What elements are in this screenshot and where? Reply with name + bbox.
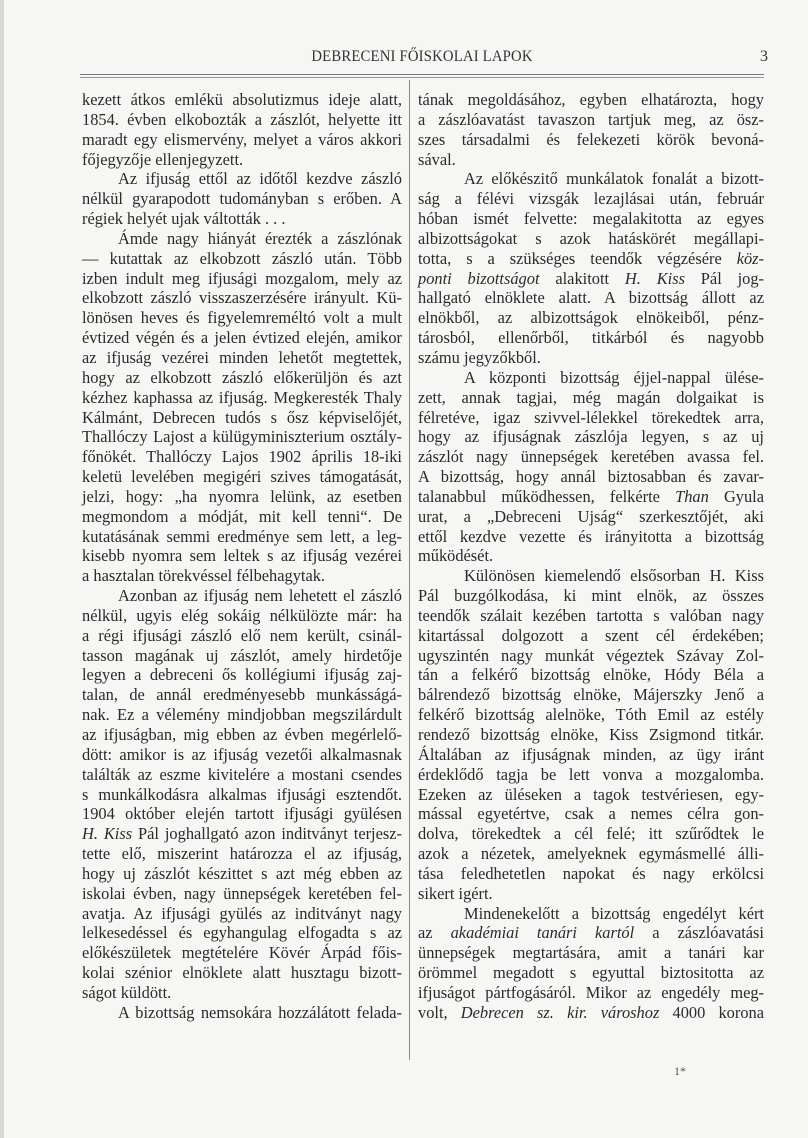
text-line — [82, 427, 402, 447]
text-line — [82, 586, 402, 606]
text-run: keletü levelében megigéri szives támogatását, — [82, 467, 402, 487]
text-run: felkérő bizottság alelnöke, Tóth Emil az estély — [418, 705, 764, 725]
text-run: Pál jog- — [684, 268, 765, 288]
text-run: sával. — [418, 149, 456, 169]
italic-text: akadémiai tanári kartól — [450, 923, 635, 943]
text-line — [82, 923, 402, 943]
text-run: izben indult meg ifjusági mozgalom, mely az — [82, 268, 402, 288]
text-line — [418, 527, 764, 547]
text-line — [82, 1003, 402, 1023]
text-run: főjegyzője ellenjegyzett. — [82, 149, 244, 169]
text-line — [418, 844, 764, 864]
text-run: Az előkészitő munkálatok fonalát a bizott- — [464, 169, 764, 189]
text-line — [82, 130, 402, 150]
text-run: urat, a „Debreceni Ujság“ szerkesztőjét, aki — [418, 506, 764, 526]
text-run: maradt egy elismervény, melyet a város akkori — [82, 129, 402, 149]
text-line — [82, 249, 402, 269]
italic-text: ponti bizottságot — [418, 268, 540, 288]
text-run: alakitott — [539, 268, 625, 288]
text-line — [82, 566, 402, 586]
text-run: A központi bizottság éjjel-nappal ülése- — [464, 367, 764, 387]
text-line — [82, 189, 402, 209]
text-run: a zászlóavatási — [634, 923, 764, 943]
text-run: zászlót nagy ünnepségek keretében avassa fel. — [418, 447, 764, 467]
text-run: szes társadalmi és felekezeti körök bevoná- — [418, 129, 764, 149]
text-line — [418, 963, 764, 983]
text-run: Ezeken az üléseken a tagok testvériesen, egy- — [418, 784, 764, 804]
text-run: Kálmánt, Debrecen tudós s ősz képviselőjét, — [82, 407, 402, 427]
text-run: nélkül, ugyis elég sokáig nélkülözte már: ha — [82, 605, 402, 625]
text-line — [418, 229, 764, 249]
text-run: talan, de annál eredményesebb munkásságá- — [82, 685, 402, 705]
text-line — [418, 209, 764, 229]
text-line — [82, 725, 402, 745]
text-line — [418, 884, 764, 904]
text-run: lönösen heves és figyelemreméltó volt a mult — [82, 308, 402, 328]
text-run: avatja. Az ifjusági gyülés az inditványt nagy — [82, 903, 402, 923]
text-run: kutatásának semmi eredménye sem lett, a leg- — [82, 526, 402, 546]
text-run: tette elő, miszerint határozza el az ifjuság, — [82, 844, 402, 864]
text-run: Gyula — [708, 486, 765, 506]
text-run: a régi ifjusági zászló elő nem került, csinál- — [82, 625, 402, 645]
text-line — [82, 626, 402, 646]
text-line — [418, 685, 764, 705]
text-line — [418, 804, 764, 824]
right-column-text — [418, 90, 764, 1023]
header-rule-bottom — [80, 77, 764, 78]
text-line — [82, 943, 402, 963]
text-run: A bizottság nemsokára hozzálátott felada- — [118, 1002, 402, 1022]
text-run: ifjuságot pártfogásáról. Mikor az engedély meg- — [418, 982, 764, 1002]
text-line — [82, 646, 402, 666]
text-run: azok a nézetek, amelyeknek egymásmellé álli- — [418, 844, 764, 864]
text-run: főnökét. Thallóczy Lajos 1902 április 18-iki — [82, 447, 402, 467]
text-run: érdeklődő tagja be lett vonva a mozgalomba. — [418, 764, 764, 784]
header-rule-top — [80, 74, 764, 75]
text-run: hogy uj zászlót készittet s azt még ebben az — [82, 863, 402, 883]
text-run: dolva, törekedtek a cél felé; itt szűrődtek le — [418, 824, 764, 844]
text-run: az ifjuság vezérei minden lehetőt megtettek, — [82, 347, 402, 367]
text-line — [82, 368, 402, 388]
text-line — [82, 209, 402, 229]
text-run: tának megoldásához, egyben elhatározta, hogy — [418, 90, 764, 109]
page-number: 3 — [760, 48, 768, 65]
text-run: totta, s a szükséges teendők végzésére — [418, 248, 737, 268]
text-line — [82, 169, 402, 189]
text-line — [82, 388, 402, 408]
text-run: a zászlóavatást tavaszon tartjuk meg, az ösz- — [418, 109, 764, 129]
text-line — [82, 308, 402, 328]
text-run: hogy az elkobzott zászló előkerüljön és azt — [82, 367, 402, 387]
text-line — [82, 408, 402, 428]
text-line — [418, 923, 764, 943]
text-run: ságot küldött. — [82, 982, 172, 1002]
text-run: zett, annak tagjai, még magán dolgaikat is — [418, 387, 764, 407]
text-line — [82, 288, 402, 308]
text-line — [418, 606, 764, 626]
text-line — [418, 665, 764, 685]
text-line — [82, 963, 402, 983]
text-line — [82, 487, 402, 507]
text-line — [82, 546, 402, 566]
text-line — [82, 785, 402, 805]
text-run: az ifjuságban, mig ebben az évben megérlelő- — [82, 725, 402, 744]
text-line — [418, 169, 764, 189]
text-line — [82, 884, 402, 904]
text-line — [418, 725, 764, 745]
text-run: jelzi, hogy: „ha nyomra lelünk, az esetben — [82, 486, 402, 506]
text-line — [82, 824, 402, 844]
text-line — [82, 864, 402, 884]
text-line — [418, 507, 764, 527]
column-divider — [409, 80, 410, 1060]
text-line — [418, 328, 764, 348]
text-run: Különösen kiemelendő elsősorban H. Kiss — [464, 566, 764, 586]
italic-text: Than — [675, 486, 709, 506]
text-run: kitartással dolgozott a szent cél érdekében; — [418, 625, 764, 645]
text-run: elkobzott zászló visszaszerzésére irányult. Kü- — [82, 288, 402, 308]
text-run: teendők szálait kezében tartotta s valóban nagy — [418, 605, 764, 625]
text-line — [418, 427, 764, 447]
text-run: évtized végén és a jelen évtized elején, amikor — [82, 328, 402, 348]
text-line — [82, 229, 402, 249]
text-line — [418, 447, 764, 467]
text-run: hóban ismét felvette: megalakitotta az egyes — [418, 209, 764, 229]
text-line — [82, 110, 402, 130]
text-run: 1904 október elején tartott ifjusági gyülésen — [82, 804, 402, 824]
text-run: talanabbul működhessen, felkérte — [418, 486, 676, 506]
text-line — [418, 785, 764, 805]
text-line — [418, 348, 764, 368]
text-run: bálrendező bizottság elnöke, Májerszky Jenő a — [418, 685, 764, 705]
text-run: örömmel megadott s egyuttal biztositotta az — [418, 963, 764, 983]
text-run: Az ifjuság ettől az időtől kezdve zászló — [118, 169, 402, 189]
text-run: előkészületek megtételére Kövér Árpád főis- — [82, 943, 402, 963]
text-line — [418, 586, 764, 606]
text-run: elnökből, az albizottságok elnökeiből, pénz- — [418, 308, 764, 328]
text-run: tása feledhetetlen napokat és nagy erkölcsi — [418, 863, 764, 883]
text-run: dött: amikor is az ifjuság vezetői alkalmasnak — [82, 744, 402, 764]
text-run: kisebb nyomra sem leltek s az ifjuság vezérei — [82, 546, 402, 566]
text-run: hallgató elnöklete alatt. A bizottság állott az — [418, 288, 764, 308]
text-line — [418, 824, 764, 844]
text-line — [418, 189, 764, 209]
text-run: tárosból, ellenőrből, titkárból és nagyobb — [418, 328, 764, 348]
text-run: albizottságokat s azok hatáskörét megállapi- — [418, 228, 764, 248]
text-line — [82, 705, 402, 725]
text-run: nélkül gyarapodott tudományban s erőben. A — [82, 189, 402, 209]
italic-text: H. Kiss — [82, 824, 133, 844]
italic-text: H. Kiss — [624, 268, 685, 288]
text-line — [82, 507, 402, 527]
text-line — [418, 408, 764, 428]
text-run: régiek helyét ujak váltották . . . — [82, 209, 286, 229]
text-line — [82, 328, 402, 348]
text-run: Általában az ifjuságnak minden, az ügy iránt — [418, 744, 764, 764]
italic-text: köz- — [736, 248, 764, 268]
page-edge-shadow — [0, 0, 4, 1138]
text-line — [82, 269, 402, 289]
text-line — [418, 130, 764, 150]
text-run: — kutattak az elkobzott zászló után. Több — [82, 248, 402, 268]
text-line — [418, 626, 764, 646]
text-line — [418, 646, 764, 666]
text-run: Pál buzgólkodása, ki mint elnök, az összes — [418, 586, 764, 606]
text-line — [418, 566, 764, 586]
text-line — [418, 983, 764, 1003]
text-line — [418, 150, 764, 170]
text-line — [418, 388, 764, 408]
text-line — [82, 90, 402, 110]
text-run: félretéve, igaz szivvel-lélekkel törekedtek arra, — [418, 407, 764, 427]
text-line — [418, 308, 764, 328]
text-line — [82, 685, 402, 705]
text-run: hogy az ifjuságnak zászlója legyen, s az uj — [418, 427, 764, 447]
text-line — [82, 606, 402, 626]
text-line — [418, 288, 764, 308]
text-line — [82, 745, 402, 765]
left-column-text — [82, 90, 402, 1023]
text-run: s munkálkodásra alkalmas ifjusági esztendőt. — [82, 784, 402, 804]
text-run: működését. — [418, 546, 494, 566]
printer-signature-mark: 1* — [674, 1064, 686, 1078]
text-line — [418, 904, 764, 924]
text-run: mással egyetértve, csak a nemes célra gon- — [418, 804, 764, 824]
text-run: kézhez kaphassa az ifjuság. Megkeresték Thaly — [82, 387, 402, 407]
text-line — [82, 447, 402, 467]
running-header — [80, 48, 768, 72]
text-line — [82, 150, 402, 170]
text-run: A bizottság, hogy annál biztosabban és zavar- — [418, 467, 764, 487]
text-line — [418, 943, 764, 963]
text-line — [418, 705, 764, 725]
text-line — [418, 368, 764, 388]
text-run: ettől kezdve vezette és irányitotta a bizottság — [418, 526, 764, 546]
text-run: találták az eszme kivitelére a mostani csendes — [82, 764, 402, 784]
text-run: volt, — [418, 1002, 461, 1022]
text-line — [82, 844, 402, 864]
text-line — [418, 90, 764, 110]
text-run: legyen a debreceni ős kollégiumi ifjuság zaj- — [82, 665, 402, 685]
text-run: 1854. évben elkobozták a zászlót, helyette itt — [82, 109, 402, 129]
text-run: tasson magának uj zászlót, amely hirdetője — [82, 645, 402, 665]
text-run: a hasztalan törekvéssel félbehagytak. — [82, 566, 326, 586]
text-run: Thallóczy Lajost a külügyminiszterium osztály- — [82, 427, 402, 447]
text-run: rendező bizottság elnöke, Kiss Zsigmond titkár. — [418, 725, 764, 744]
text-line — [82, 527, 402, 547]
text-run: számu jegyzőkből. — [418, 347, 541, 367]
text-line — [82, 765, 402, 785]
text-line — [418, 269, 764, 289]
text-line — [418, 110, 764, 130]
text-run: Pál joghallgató azon inditványt terjesz- — [132, 824, 402, 844]
text-run: lelkesedéssel és egyhangulag elfogadta s az — [82, 923, 402, 943]
text-line — [82, 804, 402, 824]
italic-text: Debrecen sz. kir. városhoz — [460, 1002, 660, 1022]
text-run: iskolai évben, nagy ünnepségek keretében fel- — [82, 883, 402, 903]
text-run: nak. Ez a vélemény mindjobban megszilárdult — [82, 705, 402, 725]
text-line — [418, 546, 764, 566]
text-run: Azonban az ifjuság nem lehetett el zászló — [118, 586, 402, 606]
text-line — [418, 487, 764, 507]
text-run: Mindenekelőtt a bizottság engedélyt kért — [464, 903, 764, 923]
text-run: ság a félévi vizsgák lezajlásai után, február — [418, 189, 764, 209]
text-line — [418, 467, 764, 487]
text-line — [82, 348, 402, 368]
text-run: az — [418, 923, 451, 943]
text-line — [82, 467, 402, 487]
text-run: megmondom a módját, mit kell tenni“. De — [82, 506, 402, 526]
text-line — [418, 864, 764, 884]
text-run: sikert igért. — [418, 883, 493, 903]
text-line — [418, 765, 764, 785]
text-run: ünnepségek megtartására, amit a tanári kar — [418, 943, 764, 963]
text-line — [82, 665, 402, 685]
text-run: Ámde nagy hiányát érezték a zászlónak — [118, 228, 402, 248]
text-run: kezett átkos emlékü absolutizmus ideje alatt, — [82, 90, 402, 109]
text-run: ugyszintén nagy munkát végeztek Szávay Zol- — [418, 645, 764, 665]
text-line — [82, 904, 402, 924]
text-run: 4000 korona — [659, 1002, 764, 1022]
text-line — [82, 983, 402, 1003]
text-run: kolai szénior elnöklete alatt husztagu bizott- — [82, 963, 402, 983]
text-line — [418, 745, 764, 765]
text-line — [418, 1003, 764, 1023]
text-line — [418, 249, 764, 269]
journal-title: DEBRECENI FŐISKOLAI LAPOK — [311, 48, 533, 65]
text-run: tán a felkérő bizottság elnöke, Hódy Béla a — [418, 665, 764, 685]
